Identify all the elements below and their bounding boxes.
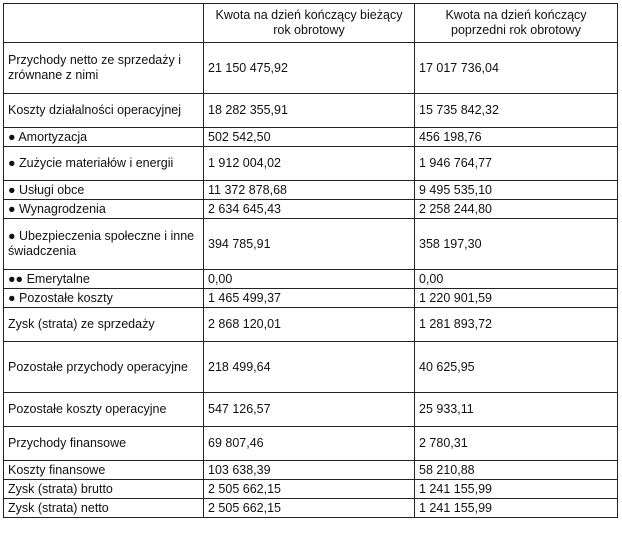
table-row — [4, 219, 618, 270]
table-row — [4, 289, 618, 308]
row-previous: 358 197,30 — [415, 219, 618, 270]
table-row — [4, 43, 618, 94]
row-current: 18 282 355,91 — [204, 94, 415, 128]
row-label: ● Wynagrodzenia — [4, 200, 204, 219]
row-current: 1 912 004,02 — [204, 147, 415, 181]
row-previous: 1 281 893,72 — [415, 308, 618, 342]
row-previous: 456 198,76 — [415, 128, 618, 147]
row-previous: 1 241 155,99 — [415, 499, 618, 518]
row-previous: 40 625,95 — [415, 342, 618, 393]
row-previous: 25 933,11 — [415, 393, 618, 427]
table-row — [4, 94, 618, 128]
row-previous: 15 735 842,32 — [415, 94, 618, 128]
row-label: Zysk (strata) brutto — [4, 480, 204, 499]
row-previous: 2 780,31 — [415, 427, 618, 461]
table-row — [4, 128, 618, 147]
table-row — [4, 499, 618, 518]
row-label: ● Ubezpieczenia społeczne i inne świadczenia — [4, 219, 204, 270]
row-current: 2 634 645,43 — [204, 200, 415, 219]
row-label: Przychody netto ze sprzedaży i zrównane z nimi — [4, 43, 204, 94]
row-label: Pozostałe przychody operacyjne — [4, 342, 204, 393]
row-label: ● Usługi obce — [4, 181, 204, 200]
row-label: Koszty działalności operacyjnej — [4, 94, 204, 128]
row-current: 11 372 878,68 — [204, 181, 415, 200]
row-current: 69 807,46 — [204, 427, 415, 461]
row-previous: 58 210,88 — [415, 461, 618, 480]
row-current: 218 499,64 — [204, 342, 415, 393]
table-row — [4, 147, 618, 181]
row-current: 21 150 475,92 — [204, 43, 415, 94]
row-previous: 17 017 736,04 — [415, 43, 618, 94]
row-previous: 1 241 155,99 — [415, 480, 618, 499]
row-previous: 0,00 — [415, 270, 618, 289]
row-label: Zysk (strata) netto — [4, 499, 204, 518]
header-row — [4, 4, 618, 43]
row-current: 2 505 662,15 — [204, 480, 415, 499]
row-current: 2 505 662,15 — [204, 499, 415, 518]
row-current: 103 638,39 — [204, 461, 415, 480]
row-previous: 1 946 764,77 — [415, 147, 618, 181]
table-row — [4, 461, 618, 480]
row-label: ●● Emerytalne — [4, 270, 204, 289]
table-row — [4, 270, 618, 289]
row-label: Pozostałe koszty operacyjne — [4, 393, 204, 427]
table-row — [4, 427, 618, 461]
table-row — [4, 480, 618, 499]
table-row — [4, 308, 618, 342]
row-label: ● Pozostałe koszty — [4, 289, 204, 308]
row-current: 502 542,50 — [204, 128, 415, 147]
row-previous: 2 258 244,80 — [415, 200, 618, 219]
header-current-year: Kwota na dzień kończący bieżący rok obrotowy — [204, 4, 415, 43]
table-row — [4, 200, 618, 219]
table-row — [4, 181, 618, 200]
row-label: ● Amortyzacja — [4, 128, 204, 147]
header-label — [4, 4, 204, 43]
header-previous-year: Kwota na dzień kończący poprzedni rok obrotowy — [415, 4, 618, 43]
row-current: 0,00 — [204, 270, 415, 289]
table-row — [4, 393, 618, 427]
row-current: 394 785,91 — [204, 219, 415, 270]
row-current: 2 868 120,01 — [204, 308, 415, 342]
financial-table — [3, 3, 618, 518]
row-label: Zysk (strata) ze sprzedaży — [4, 308, 204, 342]
row-label: Koszty finansowe — [4, 461, 204, 480]
table-row — [4, 342, 618, 393]
row-label: Przychody finansowe — [4, 427, 204, 461]
row-previous: 1 220 901,59 — [415, 289, 618, 308]
row-current: 547 126,57 — [204, 393, 415, 427]
row-label: ● Zużycie materiałów i energii — [4, 147, 204, 181]
row-previous: 9 495 535,10 — [415, 181, 618, 200]
row-current: 1 465 499,37 — [204, 289, 415, 308]
